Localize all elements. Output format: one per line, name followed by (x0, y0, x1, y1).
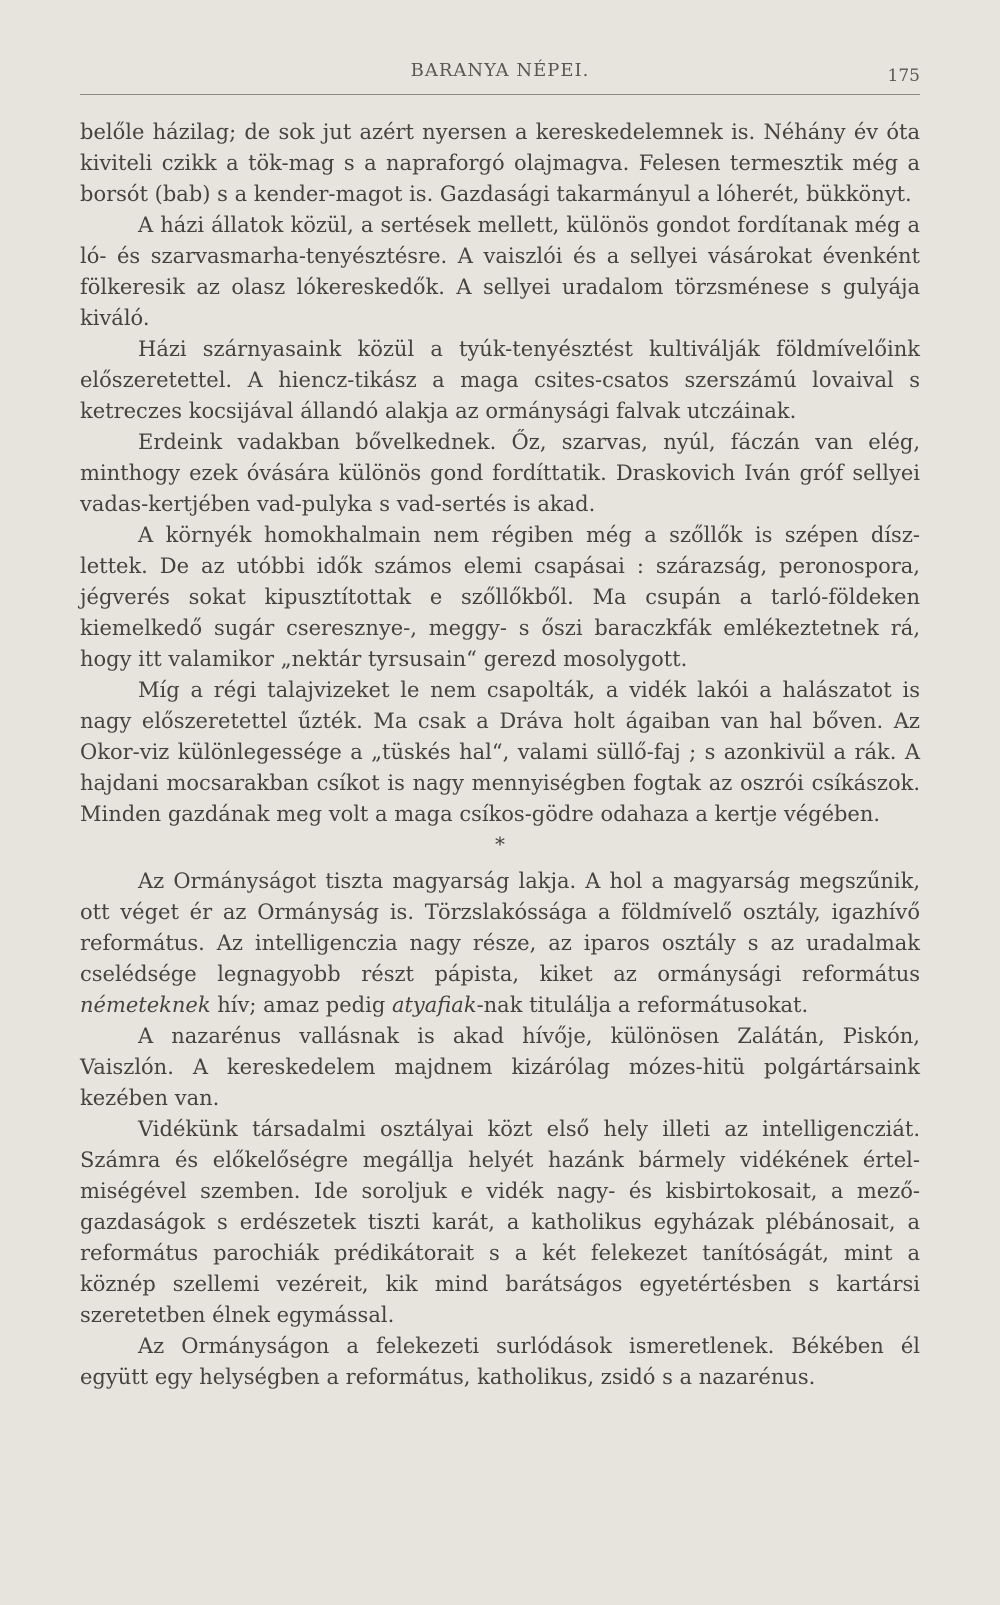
paragraph-text: -nak titulálja a reformátusokat. (476, 993, 809, 1017)
running-head (80, 58, 920, 95)
paragraph: Házi szárnyasaink közül a tyúk-tenyésztést kultiválják földmívelőink előszeretettel. A hiencz-tikász a maga csites-csatos szerszámú lovaival s ketreczes kocsijával állandó alakja az ormánysági falvak utczáinak. (80, 337, 920, 423)
paragraph: A házi állatok közül, a sertések mellett, különös gondot fordítanak még a ló- és szarvasmarha-tenyésztésre. A vaiszlói és a sellyei vásárokat évenként fölkeresik az olasz lókereskedők. A sellyei uradalom törzsménese s gulyája kiváló. (80, 213, 920, 330)
paragraph: Az Ormányságon a felekezeti surlódások ismeretlenek. Békében él együtt egy helységben a református, katholikus, zsidó s a nazarénus. (80, 1334, 920, 1389)
section-separator: * (495, 832, 505, 856)
paragraph: Erdeink vadakban bővelkednek. Őz, szarvas, nyúl, fáczán van elég, minthogy ezek óvására különös gond fordíttatik. Draskovich Iván gróf sellyei vadas-kertjében vad-pulyka s vad-sertés is akad. (80, 430, 920, 516)
paragraph: A nazarénus vallásnak is akad hívője, különösen Zalátán, Piskón, Vaiszlón. A kereskedelem majdnem kizárólag mózes-hitü polgártársaink kezében van. (80, 1024, 920, 1110)
paragraph: A környék homokhalmain nem régiben még a szőllők is szépen díszlettek. De az utóbbi idők számos elemi csapásai : szárazság, peronospora, jégverés sokat kipusztítottak e szőllőkből. Ma csupán a tarló-földeken kiemelkedő sugár cseresznye-, meggy- s őszi baraczkfák emlékeztetnek rá, hogy itt valamikor „nektár tyrsusain“ gerezd mosolygott. (80, 523, 920, 671)
paragraph (80, 866, 920, 1021)
paragraph-text: Az Ormányságot tiszta magyarság lakja. A hol a magyarság megszűnik, ott véget ér az Ormányság is. Törzslakóssága a földmívelő osztály, igazhívő református. Az intelligenczia nagy része, az iparos osztály s az uradalmak cselédsége legnagyobb részt pápista, kiket az ormánysági református (80, 869, 920, 986)
body-text (80, 117, 920, 1393)
running-title: BARANYA NÉPEI. (410, 60, 590, 81)
paragraph: Vidékünk társadalmi osztályai közt első hely illeti az intelligencziát. Számra és előkelőségre megállja helyét hazánk bármely vidékének értelmiségével szemben. Ide soroljuk e vidék nagy- és kisbirtokosait, a mezőgazdaságok s erdészetek tiszti karát, a katholikus egyházak plébánosait, a református parochiák prédikátorait s a két felekezet tanítóságát, mint a köznép szellemi vezéreit, kik mind barátságos egyetértésben s kartársi szeretetben élnek egymással. (80, 1117, 920, 1327)
paragraph: belőle házilag; de sok jut azért nyersen a kereskedelemnek is. Néhány év óta kiviteli czikk a tök-mag s a napraforgó olajmagva. Felesen termesztik még a borsót (bab) s a kender-magot is. Gazdasági takarmányul a lóherét, bükkönyt. (80, 120, 920, 206)
italic-term: atyafiak (391, 993, 477, 1017)
paragraph: Míg a régi talajvizeket le nem csapolták, a vidék lakói a halászatot is nagy előszeretettel űzték. Ma csak a Dráva holt ágaiban van hal bőven. Az Okor-viz különlegessége a „tüskés hal“, valami süllő-faj ; s azonkivül a rák. A hajdani mocsarakban csíkot is nagy mennyiségben fogtak az oszrói csíkászok. Minden gazdának meg volt a maga csíkos-gödre odahaza a kertje végében. (80, 678, 920, 826)
paragraph-text: hív; amaz pedig (210, 993, 392, 1017)
italic-term: németeknek (80, 993, 211, 1017)
page-number: 175 (887, 66, 920, 86)
